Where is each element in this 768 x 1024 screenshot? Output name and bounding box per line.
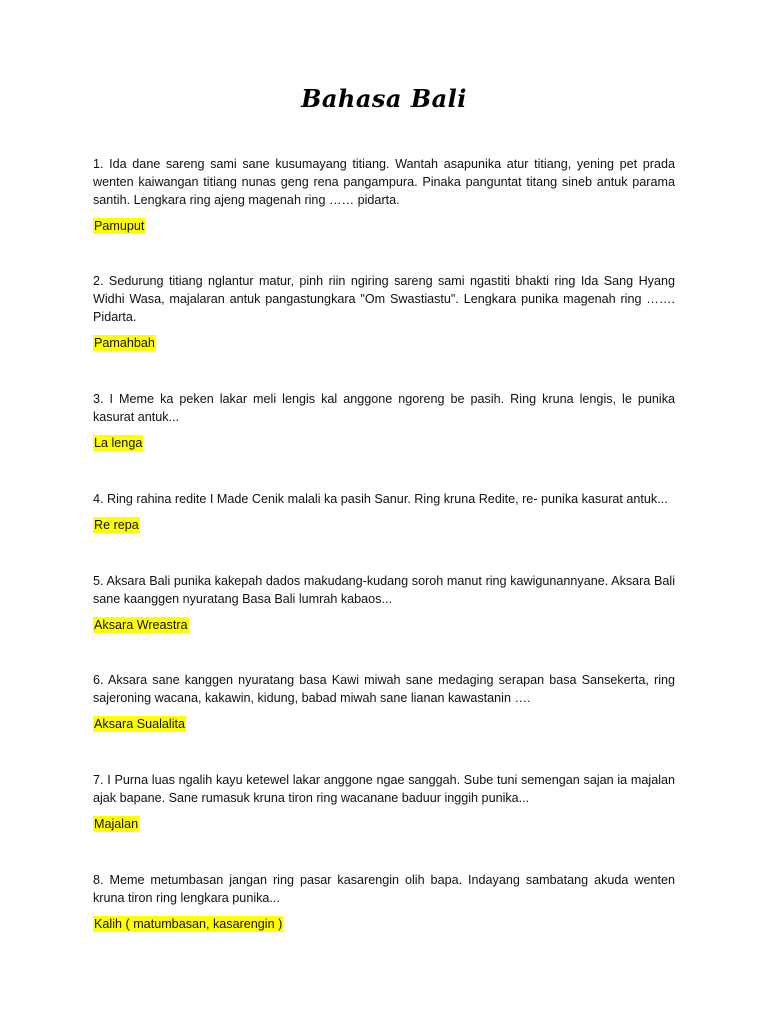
answer-highlight: Kalih ( matumbasan, kasarengin ): [94, 917, 283, 931]
question-text: 2. Sedurung titiang nglantur matur, pinh riin ngiring sareng sami ngastiti bhakti ring Ida Sang Hyang Widhi Wasa, majalaran antuk pangastungkara "Om Swastiastu". Lengkara punika magenah ring ……. Pidarta.: [93, 274, 675, 324]
question-item-2: [93, 272, 675, 352]
question-text: 3. I Meme ka peken lakar meli lengis kal anggone ngoreng be pasih. Ring kruna lengis, le punika kasurat antuk...: [93, 392, 675, 424]
document-title: Bahasa Bali: [301, 84, 467, 113]
question-text: 1. Ida dane sareng sami sane kusumayang titiang. Wantah asapunika atur titiang, yening pet prada wenten kaiwangan titiang nunas geng rena pangampura. Pinaka panguntat titang sineb antuk parama santih. Lengkara ring ajeng magenah ring …… pidarta.: [93, 157, 675, 207]
question-item-6: [93, 671, 675, 733]
question-text: 4. Ring rahina redite I Made Cenik malali ka pasih Sanur. Ring kruna Redite, re- punika kasurat antuk...: [93, 492, 668, 506]
answer-highlight: La lenga: [94, 436, 143, 450]
answer-highlight: Majalan: [94, 817, 139, 831]
answer-highlight: Pamahbah: [94, 336, 155, 350]
question-text: 6. Aksara sane kanggen nyuratang basa Kawi miwah sane medaging serapan basa Sansekerta, ring sajeroning wacana, kakawin, kidung, babad miwah sane lianan kawastanin ….: [93, 673, 675, 705]
question-item-7: [93, 771, 675, 833]
question-item-8: [93, 871, 675, 933]
question-text: 7. I Purna luas ngalih kayu ketewel lakar anggone ngae sanggah. Sube tuni semengan sajan ia majalan ajak bapane. Sane rumasuk kruna tiron ring wacanane baduur inggih punika...: [93, 773, 675, 805]
question-item-4: [93, 490, 675, 534]
answer-highlight: Re repa: [94, 518, 139, 532]
question-item-1: [93, 155, 675, 235]
answer-highlight: Aksara Wreastra: [94, 618, 188, 632]
question-item-3: [93, 390, 675, 452]
answer-highlight: Pamuput: [94, 219, 145, 233]
answer-highlight: Aksara Sualalita: [94, 717, 186, 731]
question-item-5: [93, 572, 675, 634]
question-text: 5. Aksara Bali punika kakepah dados makudang-kudang soroh manut ring kawigunannyane. Aksara Bali sane kaanggen nyuratang Basa Bali lumrah kabaos...: [93, 574, 675, 606]
question-text: 8. Meme metumbasan jangan ring pasar kasarengin olih bapa. Indayang sambatang akuda wenten kruna tiron ring lengkara punika...: [93, 873, 675, 905]
